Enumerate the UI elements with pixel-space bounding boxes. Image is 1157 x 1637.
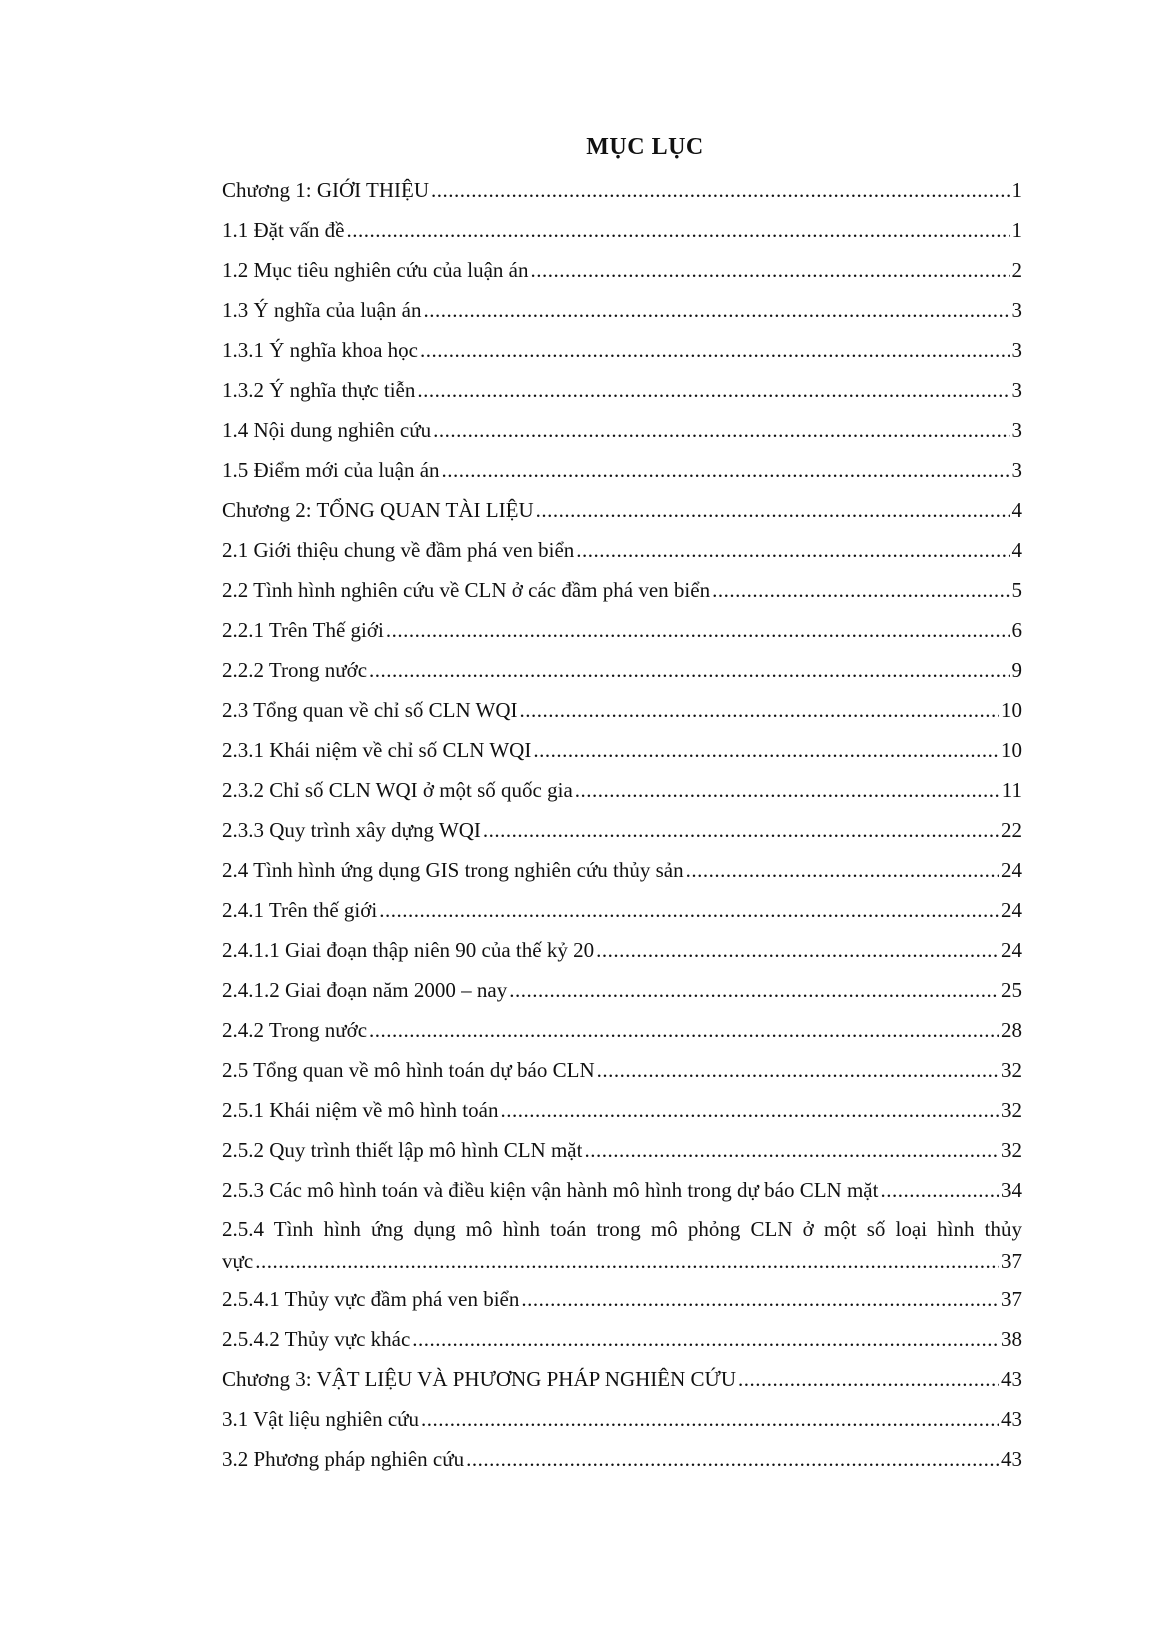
- toc-leader-dots: [575, 770, 1000, 810]
- toc-leader-dots: [597, 1050, 999, 1090]
- toc-entry[interactable]: [222, 530, 1022, 570]
- toc-entry[interactable]: [222, 1279, 1022, 1319]
- toc-leader-dots: [483, 810, 999, 850]
- toc-entry-label: 2.5.4.2 Thủy vực khác: [222, 1327, 411, 1351]
- toc-entry[interactable]: [222, 490, 1022, 530]
- toc-entry-label: 1.5 Điểm mới của luận án: [222, 458, 440, 482]
- table-of-contents: [222, 170, 1022, 1479]
- toc-entry-label: 2.5 Tổng quan về mô hình toán dự báo CLN: [222, 1058, 595, 1082]
- toc-leader-dots: [533, 730, 999, 770]
- toc-leader-dots: [379, 890, 999, 930]
- toc-entry-label: Chương 1: GIỚI THIỆU: [222, 178, 429, 202]
- toc-entry[interactable]: [222, 1439, 1022, 1479]
- toc-entry[interactable]: [222, 1130, 1022, 1170]
- toc-entry-page: 3: [1011, 298, 1022, 322]
- toc-leader-dots: [596, 930, 999, 970]
- toc-entry-page: 1: [1011, 218, 1022, 242]
- toc-entry-label: 2.4.1 Trên thế giới: [222, 898, 378, 922]
- toc-entry-page: 32: [1001, 1058, 1022, 1082]
- toc-entry-page: 9: [1011, 658, 1022, 682]
- toc-entry-label: 2.5.4.1 Thủy vực đầm phá ven biển: [222, 1287, 520, 1311]
- toc-entry-page: 10: [1001, 738, 1022, 762]
- toc-leader-dots: [738, 1359, 999, 1399]
- toc-entry-page: 43: [1001, 1367, 1022, 1391]
- toc-entry-page: 1: [1011, 178, 1022, 202]
- toc-leader-dots: [500, 1090, 999, 1130]
- toc-entry-label: 1.3 Ý nghĩa của luận án: [222, 298, 422, 322]
- toc-leader-dots: [255, 1245, 999, 1277]
- toc-entry-label: Chương 2: TỔNG QUAN TÀI LIỆU: [222, 498, 534, 522]
- toc-leader-dots: [369, 650, 1009, 690]
- toc-leader-dots: [417, 370, 1009, 410]
- toc-entry-label: 3.2 Phương pháp nghiên cứu: [222, 1447, 465, 1471]
- toc-entry-label: 1.2 Mục tiêu nghiên cứu của luận án: [222, 258, 529, 282]
- toc-entry-label: 1.1 Đặt vấn đề: [222, 218, 345, 242]
- toc-entry-page: 3: [1011, 338, 1022, 362]
- toc-entry-page: 34: [1001, 1178, 1022, 1202]
- toc-entry[interactable]: [222, 850, 1022, 890]
- toc-entry-label: 2.5.3 Các mô hình toán và điều kiện vận hành mô hình trong dự báo CLN mặt: [222, 1178, 879, 1202]
- toc-entry[interactable]: [222, 1090, 1022, 1130]
- toc-entry-page: 5: [1011, 578, 1022, 602]
- toc-entry-page: 22: [1001, 818, 1022, 842]
- toc-leader-dots: [346, 210, 1009, 250]
- toc-entry[interactable]: [222, 170, 1022, 210]
- toc-leader-dots: [433, 410, 1009, 450]
- toc-entry[interactable]: [222, 330, 1022, 370]
- toc-entry-label: 1.4 Nội dung nghiên cứu: [222, 418, 432, 442]
- toc-entry-label: 3.1 Vật liệu nghiên cứu: [222, 1407, 420, 1431]
- toc-leader-dots: [576, 530, 1009, 570]
- toc-entry-label: 2.3.2 Chỉ số CLN WQI ở một số quốc gia: [222, 778, 573, 802]
- toc-entry-page: 6: [1011, 618, 1022, 642]
- toc-entry-page: 2: [1011, 258, 1022, 282]
- toc-entry[interactable]: [222, 290, 1022, 330]
- toc-entry-page: 24: [1001, 858, 1022, 882]
- toc-entry-label: 2.2.1 Trên Thế giới: [222, 618, 384, 642]
- toc-entry-label: 2.2 Tình hình nghiên cứu về CLN ở các đầm phá ven biển: [222, 578, 711, 602]
- toc-leader-dots: [442, 450, 1010, 490]
- toc-entry-label: 2.5.4 Tình hình ứng dụng mô hình toán trong mô phỏng CLN ở một số loại hình thủy: [222, 1217, 1022, 1241]
- toc-entry[interactable]: [222, 610, 1022, 650]
- toc-entry[interactable]: [222, 890, 1022, 930]
- page-title: MỤC LỤC: [586, 134, 704, 160]
- toc-entry[interactable]: [222, 410, 1022, 450]
- toc-leader-dots: [536, 490, 1010, 530]
- toc-entry[interactable]: [222, 370, 1022, 410]
- toc-leader-dots: [520, 690, 999, 730]
- toc-entry-label: 2.3.3 Quy trình xây dựng WQI: [222, 818, 481, 842]
- toc-leader-dots: [369, 1010, 999, 1050]
- toc-entry[interactable]: [222, 690, 1022, 730]
- toc-entry[interactable]: [222, 970, 1022, 1010]
- toc-leader-dots: [423, 290, 1009, 330]
- toc-leader-dots: [530, 250, 1009, 290]
- toc-leader-dots: [521, 1279, 999, 1319]
- toc-leader-dots: [686, 850, 999, 890]
- toc-entry-page: 11: [1001, 778, 1022, 802]
- toc-entry-label: 1.3.1 Ý nghĩa khoa học: [222, 338, 418, 362]
- toc-entry-page: 3: [1011, 418, 1022, 442]
- toc-leader-dots: [466, 1439, 999, 1479]
- toc-leader-dots: [712, 570, 1009, 610]
- toc-entry-page: 32: [1001, 1098, 1022, 1122]
- toc-entry[interactable]: [222, 1170, 1022, 1210]
- toc-leader-dots: [421, 1399, 999, 1439]
- toc-entry-label: 2.4.2 Trong nước: [222, 1018, 368, 1042]
- toc-entry-page: 43: [1001, 1407, 1022, 1431]
- toc-entry-label: 2.4 Tình hình ứng dụng GIS trong nghiên cứu thủy sản: [222, 858, 684, 882]
- toc-entry-label: 2.4.1.2 Giai đoạn năm 2000 – nay: [222, 978, 508, 1002]
- toc-entry-page: 43: [1001, 1447, 1022, 1471]
- toc-entry-page: 24: [1001, 938, 1022, 962]
- toc-entry-label: 2.1 Giới thiệu chung về đầm phá ven biển: [222, 538, 575, 562]
- toc-entry-label: 2.5.2 Quy trình thiết lập mô hình CLN mặt: [222, 1138, 583, 1162]
- toc-entry[interactable]: [222, 1359, 1022, 1399]
- toc-entry-page: 4: [1011, 538, 1022, 562]
- toc-entry-page: 25: [1001, 978, 1022, 1002]
- toc-entry[interactable]: [222, 770, 1022, 810]
- toc-entry-continuation: [222, 1245, 1022, 1279]
- toc-entry[interactable]: [222, 1399, 1022, 1439]
- toc-entry-label: 2.4.1.1 Giai đoạn thập niên 90 của thế kỷ 20: [222, 938, 595, 962]
- toc-entry-label: 2.5.1 Khái niệm về mô hình toán: [222, 1098, 499, 1122]
- toc-leader-dots: [431, 170, 1010, 210]
- toc-entry-page: 32: [1001, 1138, 1022, 1162]
- toc-leader-dots: [584, 1130, 999, 1170]
- toc-entry[interactable]: [222, 210, 1022, 250]
- toc-entry-label: 2.3.1 Khái niệm về chỉ số CLN WQI: [222, 738, 532, 762]
- toc-entry[interactable]: [222, 1010, 1022, 1050]
- toc-entry-page: 4: [1011, 498, 1022, 522]
- toc-entry[interactable]: [222, 250, 1022, 290]
- toc-entry-label: 1.3.2 Ý nghĩa thực tiễn: [222, 378, 416, 402]
- toc-entry[interactable]: [222, 930, 1022, 970]
- toc-entries-group: [222, 170, 1022, 1210]
- toc-entry[interactable]: [222, 730, 1022, 770]
- toc-entry-wrapped[interactable]: [222, 1210, 1022, 1279]
- toc-entry-page: 10: [1001, 698, 1022, 722]
- toc-entry-label-continuation: vực: [222, 1249, 254, 1273]
- toc-entries-group: [222, 1279, 1022, 1479]
- toc-leader-dots: [509, 970, 999, 1010]
- toc-entry-label: 2.2.2 Trong nước: [222, 658, 368, 682]
- toc-leader-dots: [386, 610, 1010, 650]
- toc-entry-page: 37: [1001, 1249, 1022, 1273]
- toc-entry-page: 24: [1001, 898, 1022, 922]
- toc-leader-dots: [420, 330, 1010, 370]
- toc-entry[interactable]: [222, 450, 1022, 490]
- toc-leader-dots: [880, 1170, 999, 1210]
- toc-entry[interactable]: [222, 810, 1022, 850]
- toc-entry[interactable]: [222, 1050, 1022, 1090]
- toc-entry-label: 2.3 Tổng quan về chỉ số CLN WQI: [222, 698, 518, 722]
- toc-entry-page: 3: [1011, 378, 1022, 402]
- toc-entry-page: 3: [1011, 458, 1022, 482]
- toc-entry-label: Chương 3: VẬT LIỆU VÀ PHƯƠNG PHÁP NGHIÊN CỨU: [222, 1367, 736, 1391]
- toc-entry-page: 28: [1001, 1018, 1022, 1042]
- toc-entry[interactable]: [222, 1319, 1022, 1359]
- toc-leader-dots: [412, 1319, 999, 1359]
- toc-entry-page: 37: [1001, 1287, 1022, 1311]
- toc-entry[interactable]: [222, 570, 1022, 610]
- toc-entry-page: 38: [1001, 1327, 1022, 1351]
- toc-entry[interactable]: [222, 650, 1022, 690]
